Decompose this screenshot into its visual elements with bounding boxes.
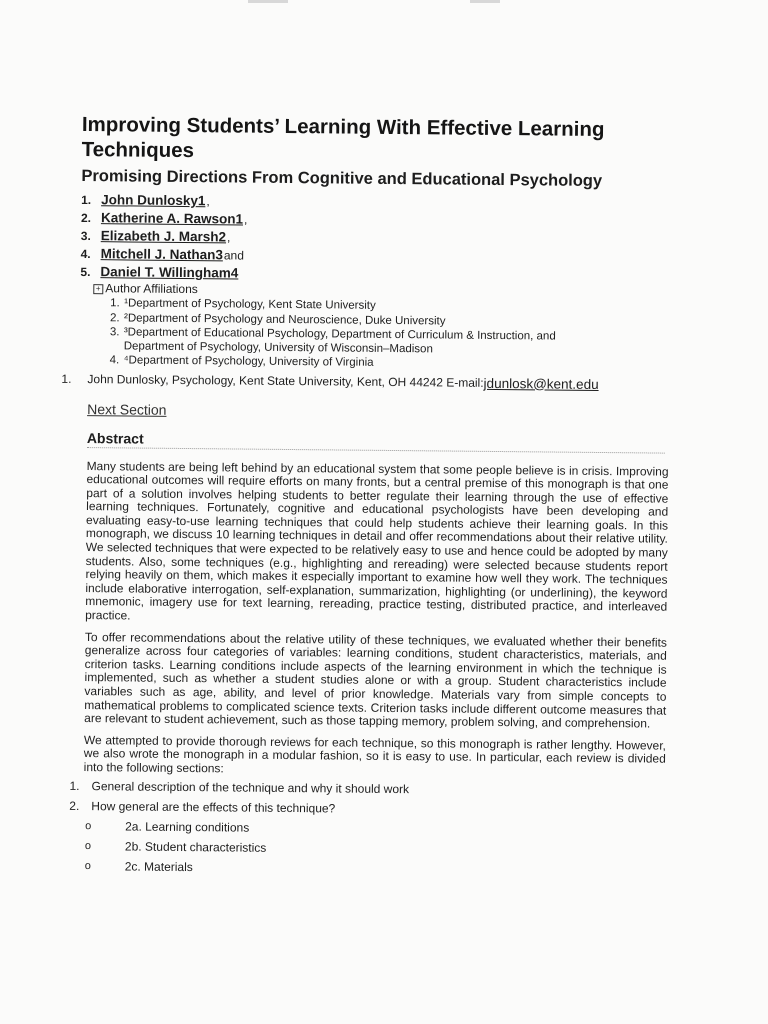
author-separator: and (223, 248, 245, 263)
affiliation-item (110, 326, 680, 358)
list-text: How general are the effects of this technique? (91, 798, 336, 816)
affiliation-text: ²Department of Psychology and Neuroscience, Duke University (123, 311, 446, 327)
article-subtitle: Promising Directions From Cognitive and Educational Psychology (81, 166, 603, 190)
author-separator: , (206, 194, 210, 209)
author-number: 5. (80, 264, 91, 280)
affiliation-list (110, 297, 681, 373)
review-section-list (69, 778, 675, 818)
abstract-paragraph: We attempted to provide thorough reviews for each technique, so this monograph is rather lengthy. However, we also wrote the monograph in a modular fashion, so it is easy to use. In particular, each review is divided into the following sections: (83, 732, 667, 776)
article-title: Improving Students’ Learning With Effective Learning Techniques (81, 112, 605, 163)
author-number: 1. (81, 192, 92, 208)
abstract-paragraph: Many students are being left behind by an educational system that some people believe is in crisis. Improving educational outcomes will require efforts on many fronts, but a central premise of this monograph is that one part of a solution involves helping students to better regulate their learning through the use of effective learning techniques. Fortunately, cognitive and educational psychologists have been developing and evaluating easy-to-use learning techniques that could help students achieve their learning goals. In this monograph, we discuss 10 learning techniques in detail and offer recommendations about their relative utility. We selected techniques that were expected to be relatively easy to use and hence could be adopted by many students. Also, some techniques (e.g., highlighting and rereading) were selected because students report relying heavily on them, which makes it especially important to examine how well they work. The techniques include elaborative interrogation, self-explanation, summarization, highlighting (or underlining), the keyword mnemonic, imagery use for text learning, rereading, practice testing, distributed practice, and interleaved practice. (85, 458, 669, 623)
abstract-heading: Abstract (87, 429, 665, 454)
article-content (61, 112, 682, 884)
author-number: 2. (80, 210, 92, 226)
contact-text: John Dunlosky, Psychology, Kent State University, Kent, OH 44242 E-mail: (87, 371, 484, 390)
bullet-icon: o (84, 839, 92, 852)
list-item (85, 839, 675, 859)
affiliation-number: 2. (109, 311, 120, 324)
contact-number: 1. (61, 371, 72, 386)
corresponding-author (61, 371, 679, 392)
scan-artifact (470, 0, 500, 3)
affiliation-text: ³Department of Educational Psychology, Department of Curriculum & Instruction, and Department of Psychology, University of Wisconsin–Madison (123, 326, 556, 355)
bullet-icon: o (84, 859, 91, 872)
list-item (69, 798, 675, 818)
affiliations-label: Author Affiliations (105, 281, 198, 297)
author-separator: , (243, 212, 248, 227)
affiliation-number: 4. (109, 354, 120, 367)
list-text: 2c. Materials (124, 859, 193, 874)
scan-artifact (248, 0, 288, 3)
author-number: 3. (80, 228, 91, 244)
list-text: General description of the technique and why it should work (91, 778, 410, 796)
list-text: 2b. Student characteristics (124, 839, 267, 855)
author-link[interactable]: John Dunlosky1 (101, 192, 206, 209)
expand-icon[interactable]: + (93, 284, 103, 294)
review-subsection-list (85, 819, 675, 879)
affiliation-text: ⁴Department of Psychology, University of Virginia (123, 354, 374, 369)
list-number: 2. (69, 798, 80, 813)
affiliation-number: 1. (110, 297, 120, 310)
list-item (85, 859, 675, 879)
list-item (69, 778, 675, 798)
author-number: 4. (80, 246, 91, 262)
author-link[interactable]: Katherine A. Rawson1 (100, 210, 244, 227)
next-section-link[interactable]: Next Section (87, 400, 167, 418)
author-link[interactable]: Elizabeth J. Marsh2 (100, 228, 227, 245)
list-item (85, 819, 675, 839)
affiliation-text: ¹Department of Psychology, Kent State University (124, 297, 376, 312)
contact-email-link[interactable]: jdunlosk@kent.edu (483, 375, 599, 392)
bullet-icon: o (85, 819, 92, 832)
author-link[interactable]: Daniel T. Willingham4 (100, 264, 239, 281)
author-separator: , (227, 230, 231, 245)
list-number: 1. (69, 778, 80, 793)
abstract-paragraph: To offer recommendations about the relative utility of these techniques, we evaluated whether their benefits generalize across four categories of variables: learning conditions, student characteristics, materials, and criterion tasks. Learning conditions include aspects of the learning environment in which the technique is implemented, such as whether a student studies alone or with a group. Student characteristics include variables such as age, ability, and level of prior knowledge. Materials vary from simple concepts to mathematical problems to complicated science texts. Criterion tasks include different outcome measures that are relevant to student achievement, such as those tapping memory, problem solving, and comprehension. (84, 629, 668, 731)
list-text: 2a. Learning conditions (125, 819, 250, 835)
affiliation-number: 3. (109, 326, 120, 339)
author-list (80, 191, 681, 287)
author-link[interactable]: Mitchell J. Nathan3 (100, 246, 223, 263)
